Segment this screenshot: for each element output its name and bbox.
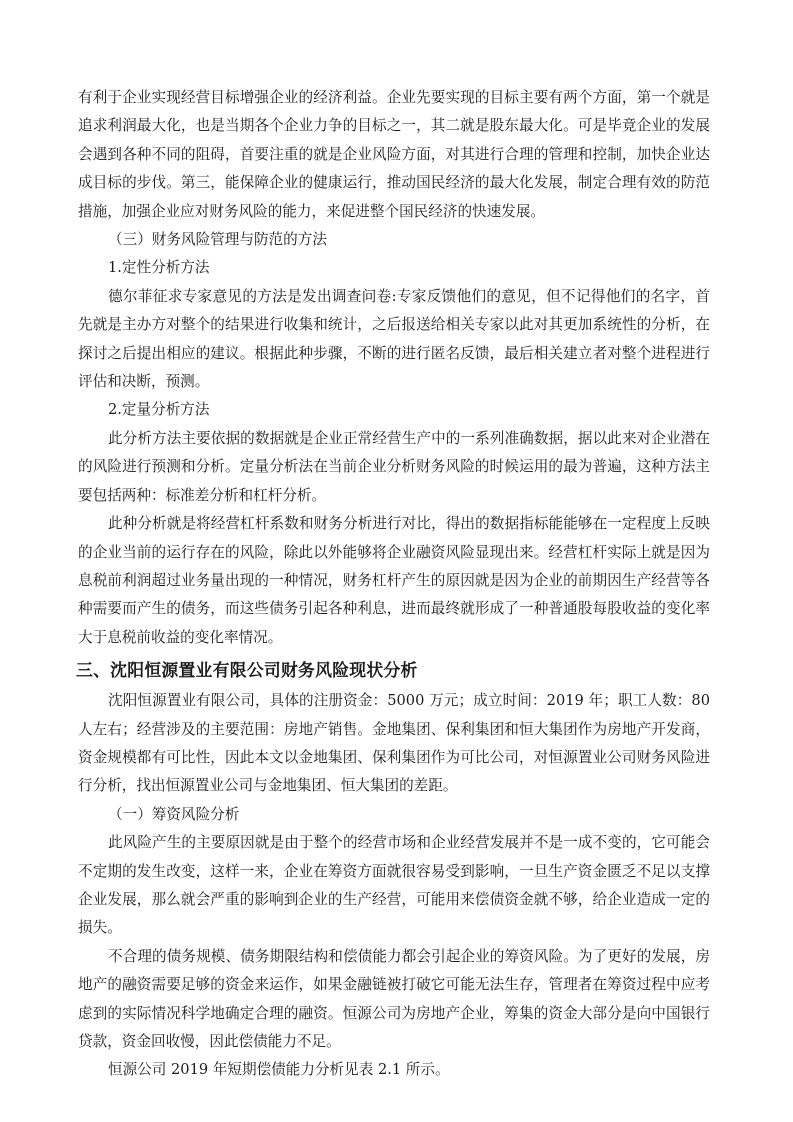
- subheading-quantitative: 2.定量分析方法: [108, 401, 210, 419]
- paragraph-table-ref: 恒源公司 2019 年短期偿债能力分析见表 2.1 所示。: [108, 1061, 450, 1079]
- subheading-qualitative: 1.定性分析方法: [108, 259, 210, 277]
- paragraph-quantitative: 此分析方法主要依据的数据就是企业正常经营生产中的一系列准确数据，据以此来对企业潜在的风险进行预测和分析。定量分析法在当前企业分析财务风险的时候运用的最为普遍，这种方法主要包括两种：标准差分析和杠杆分析。: [78, 429, 710, 504]
- subheading-risk-methods: （三）财务风险管理与防范的方法: [108, 231, 327, 249]
- section-heading: 三、沈阳恒源置业有限公司财务风险现状分析: [76, 660, 418, 681]
- paragraph-enterprise-goals: 有利于企业实现经营目标增强企业的经济利益。企业先要实现的目标主要有两个方面，第一个就是追求利润最大化，也是当期各个企业力争的目标之一，其二就是股东最大化。可是毕竟企业的发展会遇到各种不同的阻碍，首要注重的就是企业风险方面，对其进行合理的管理和控制，加快企业达成目标的步伐。第三，能保障企业的健康运行，推动国民经济的最大化发展，制定合理有效的防范措施，加强企业应对财务风险的能力，来促进整个国民经济的快速发展。: [78, 89, 710, 220]
- subheading-financing-risk: （一）筹资风险分析: [108, 805, 240, 823]
- paragraph-financing-cause: 此风险产生的主要原因就是由于整个的经营市场和企业经营发展并不是一成不变的，它可能会不定期的发生改变，这样一来，企业在筹资方面就很容易受到影响，一旦生产资金匮乏不足以支撑企业发展，那么就会严重的影响到企业的生产经营，可能用来偿债资金就不够，给企业造成一定的损失。: [78, 834, 710, 937]
- paragraph-delphi: 德尔菲征求专家意见的方法是发出调查问卷:专家反馈他们的意见，但不记得他们的名字，首先就是主办方对整个的结果进行收集和统计，之后报送给相关专家以此对其更加系统性的分析，在探讨之后提出相应的建议。根据此种步骤，不断的进行匿名反馈，最后相关建立者对整个进程进行评估和决断，预测。: [78, 287, 710, 391]
- paragraph-debt-structure: 不合理的债务规模、债务期限结构和偿债能力都会引起企业的筹资风险。为了更好的发展，房地产的融资需要足够的资金来运作，如果金融链被打破它可能无法生存，管理者在筹资过程中应考虑到的实际情况科学地确定合理的融资。恒源公司为房地产企业，筹集的资金大部分是向中国银行贷款，资金回收慢，因此偿债能力不足。: [78, 947, 710, 1050]
- paragraph-company-intro: 沈阳恒源置业有限公司，具体的注册资金：5000 万元；成立时间：2019 年；职工人数：80 人左右；经营涉及的主要范围：房地产销售。金地集团、保利集团和恒大集团作为房地产开发商，资金规模都有可比性，因此本文以金地集团、保利集团作为可比公司，对恒源置业公司财务风险进行分析，找出恒源置业公司与金地集团、恒大集团的差距。: [78, 692, 710, 795]
- paragraph-leverage: 此种分析就是将经营杠杆系数和财务分析进行对比，得出的数据指标能能够在一定程度上反映的企业当前的运行存在的风险，除此以外能够将企业融资风险显现出来。经营杠杆实际上就是因为息税前利润超过业务量出现的一种情况，财务杠杆产生的原因就是因为企业的前期因生产经营等各种需要而产生的债务，而这些债务引起各种利息，进而最终就形成了一种普通股每股收益的变化率大于息税前收益的变化率情况。: [78, 515, 710, 646]
